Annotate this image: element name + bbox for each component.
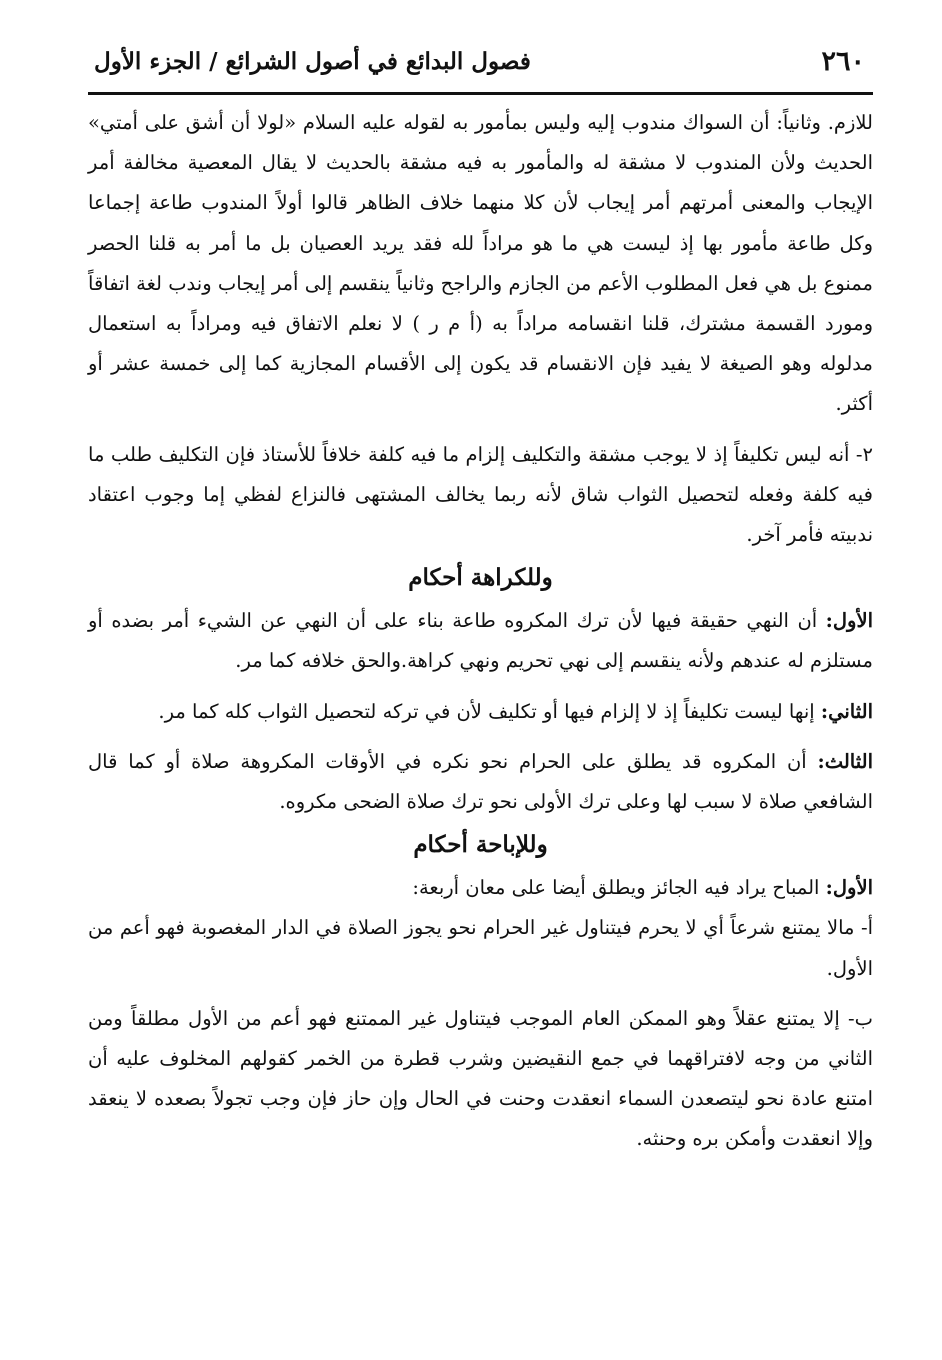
karaha-second-rule [88, 692, 873, 732]
ibaha-first-text: المباح يراد فيه الجائز ويطلق أيضا على معان أربعة: [412, 876, 826, 900]
ibaha-first-rule [88, 868, 873, 908]
karaha-third-lead: الثالث: [817, 749, 873, 773]
book-page [88, 40, 873, 1330]
karaha-third-rule [88, 742, 873, 822]
karaha-second-text: إنها ليست تكليفاً إذ لا إلزام فيها أو تكليف لأن في تركه لتحصيل الثواب كله كما مر. [158, 699, 821, 723]
karaha-first-lead: الأول: [825, 609, 873, 633]
paragraph-continuation: للازم. وثانياً: أن السواك مندوب إليه وليس بمأمور به لقوله عليه السلام «لولا أن أشق على أمتي» الحديث ولأن المندوب لا مشقة له والمأمور به فيه مشقة بالحديث لا يقال المعصية مخالفة أمر الإيجاب والمعنى أمرتهم أمر إيجاب لأن كلا منهما خلاف الظاهر قالوا أولاً المندوب طاعة إجماعا وكل طاعة مأمور بها إذ ليست هي ما هو مراداً لله فقد يريد العصيان بل ما أمر به قلنا الحصر ممنوع بل هي فعل المطلوب الأعم من الجازم والراجح وثانياً ينقسم إلى أمر إيجاب وندب لغة اتفاقاً ومورد القسمة مشترك، قلنا انقسامه مراداً به (أ م ر ) لا نعلم الاتفاق فيه ومراداً به استعمال مدلوله وهو الصيغة لا يفيد فإن الانقسام قد يكون إلى الأقسام المجازية كما إلى خمسة عشر أو أكثر. [88, 111, 873, 416]
paragraph-second-point: ٢- أنه ليس تكليفاً إذ لا يوجب مشقة والتكليف إلزام ما فيه كلفة خلافاً للأستاذ فإن التكليف طلب ما فيه كلفة وفعله لتحصيل الثواب شاق لأنه ربما يخالف المشتهى فالنزاع لفظي إما وجوب اعتقاد ندبيته فأمر آخر. [88, 442, 873, 547]
karaha-first-rule [88, 601, 873, 681]
running-title: فصول البدائع في أصول الشرائع / الجزء الأول [94, 48, 531, 75]
karaha-second-lead: الثاني: [820, 699, 873, 723]
page-header [88, 40, 873, 95]
ibaha-item-a: أ- مالا يمتنع شرعاً أي لا يحرم فيتناول غير الحرام نحو يجوز الصلاة في الدار المغصوبة فهو أعم من الأول. [88, 916, 873, 980]
section-heading-ibaha: وللإباحة أحكام [413, 831, 548, 859]
karaha-first-text: أن النهي حقيقة فيها لأن ترك المكروه طاعة بناء على أن النهي عن الشيء أمر بضده أو مستلزم له عندهم ولأنه ينقسم إلى نهي تحريم ونهي كراهة.والحق خلافه كما مر. [88, 609, 873, 673]
page-number: ٢٦٠ [821, 46, 865, 77]
page-body [88, 103, 873, 1160]
section-heading-karaha: وللكراهة أحكام [408, 564, 553, 592]
karaha-third-text: أن المكروه قد يطلق على الحرام نحو نكره في الأوقات المكروهة صلاة أو كما قال الشافعي صلاة لا سبب لها وعلى ترك الأولى نحو ترك صلاة الضحى مكروه. [88, 749, 873, 814]
ibaha-first-lead: الأول: [825, 876, 873, 900]
ibaha-item-b: ب- إلا يمتنع عقلاً وهو الممكن العام الموجب فيتناول غير الممتنع فهو أعم من الأول مطلقاً ومن الثاني من وجه لافتراقهما في جمع النقيضين وشرب قطرة من الخمر كقولهم المخلوف عليه أن امتنع عادة نحو ليتصعدن السماء انعقدت وحنت في الحال وإن حاز فإن وجب تجولاً بصعده لا ينعقد وإلا انعقدت وأمكن بره وحنثه. [88, 1006, 873, 1151]
